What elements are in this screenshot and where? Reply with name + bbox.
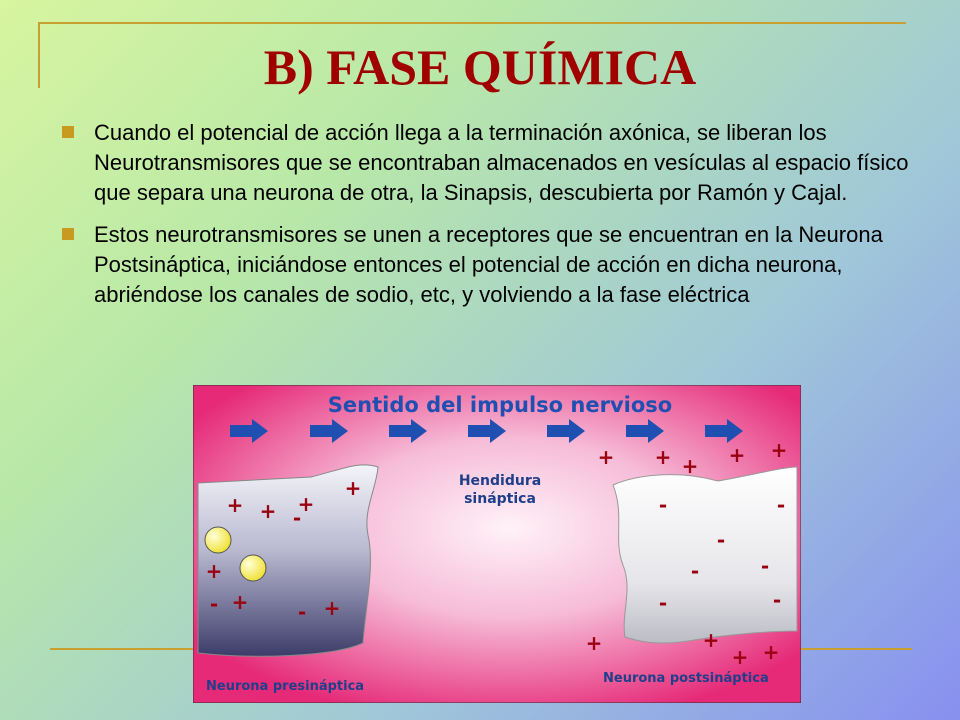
minus-charge: - xyxy=(690,559,700,583)
plus-charge: + xyxy=(770,438,788,462)
minus-charge: - xyxy=(297,600,307,624)
minus-charge: - xyxy=(772,588,782,612)
plus-charge: + xyxy=(597,445,615,469)
plus-charge: + xyxy=(762,640,780,664)
plus-charge: + xyxy=(585,631,603,655)
minus-charge: - xyxy=(658,591,668,615)
minus-charge: - xyxy=(658,493,668,517)
bullet-item xyxy=(60,220,910,310)
vesicle-icon xyxy=(205,527,231,553)
plus-charge: + xyxy=(323,596,341,620)
bullet-list xyxy=(60,118,910,322)
minus-charge: - xyxy=(776,493,786,517)
plus-charge: + xyxy=(654,445,672,469)
minus-charge: - xyxy=(716,528,726,552)
square-bullet-icon xyxy=(62,126,74,138)
plus-charge: + xyxy=(259,499,277,523)
bullet-text: Cuando el potencial de acción llega a la terminación axónica, se liberan los Neurotransmisores que se encontraban almacenados en vesículas al espacio físico que separa una neurona de otra, la Sinapsis, descubierta por Ramón y Cajal. xyxy=(94,120,909,205)
plus-charge: + xyxy=(731,645,749,669)
synapse-diagram xyxy=(193,385,801,703)
square-bullet-icon xyxy=(62,228,74,240)
minus-charge: - xyxy=(292,506,302,530)
plus-charge: + xyxy=(681,454,699,478)
plus-charge: + xyxy=(205,559,223,583)
minus-charge: - xyxy=(209,592,219,616)
plus-charge: + xyxy=(226,493,244,517)
postsynaptic-label: Neurona postsináptica xyxy=(603,671,769,686)
plus-charge: + xyxy=(297,492,315,516)
minus-charge: - xyxy=(760,554,770,578)
impulse-direction-heading: Sentido del impulso nervioso xyxy=(327,393,673,417)
cleft-label-line2: sináptica xyxy=(464,491,536,507)
vesicle-icon xyxy=(240,555,266,581)
plus-charge: + xyxy=(344,476,362,500)
cleft-label-line1: Hendidura xyxy=(458,473,542,489)
plus-charge: + xyxy=(728,443,746,467)
bullet-item xyxy=(60,118,910,208)
slide-title: B) FASE QUÍMICA xyxy=(263,39,697,95)
plus-charge: + xyxy=(231,590,249,614)
bullet-text: Estos neurotransmisores se unen a receptores que se encuentran en la Neurona Postsináptica, iniciándose entonces el potencial de acción en dicha neurona, abriéndose los canales de sodio, etc, y volviendo a la fase eléctrica xyxy=(94,222,883,307)
postsynaptic-neuron xyxy=(613,467,797,643)
top-rule xyxy=(38,22,906,24)
presynaptic-label: Neurona presináptica xyxy=(206,679,365,694)
plus-charge: + xyxy=(702,628,720,652)
